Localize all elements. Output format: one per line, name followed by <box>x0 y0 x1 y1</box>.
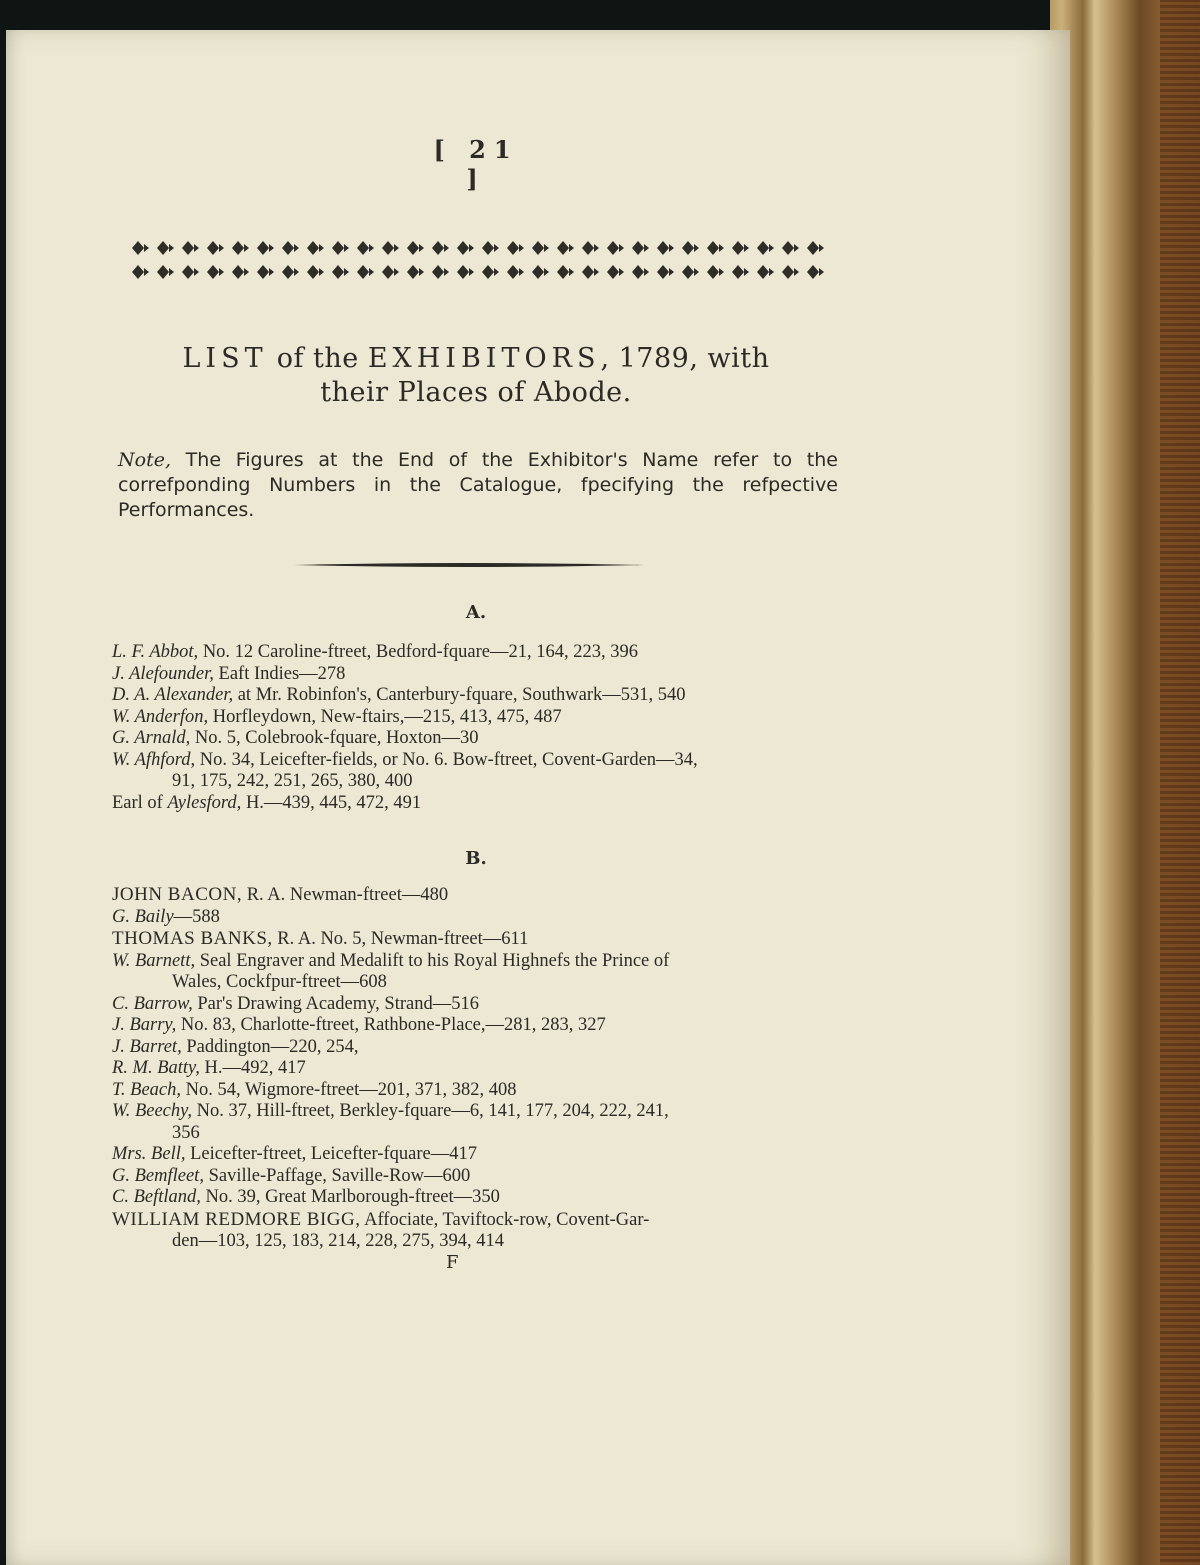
list-item <box>112 1080 852 1102</box>
ornament-fleuron <box>807 241 824 255</box>
title-word-list: LIST <box>182 343 268 374</box>
page-title <box>116 342 836 410</box>
entry-name: W. Anderfon, <box>112 706 209 727</box>
section-letter-b: B. <box>465 848 487 869</box>
ornament-fleuron <box>232 241 249 255</box>
entry-details: Paddington—220, 254, <box>181 1036 359 1057</box>
entry-name-caps: THOMAS BANKS, <box>112 928 273 949</box>
entry-name: G. Bemfleet, <box>112 1165 204 1186</box>
entry-name: R. M. Batty, <box>112 1058 200 1078</box>
ornament-fleuron <box>232 265 249 279</box>
entry-name: D. A. Alexander, <box>112 685 234 705</box>
entry-name: T. Beach, <box>112 1079 182 1100</box>
book-page-edges <box>1050 0 1200 1565</box>
list-item <box>112 1166 852 1188</box>
entry-continuation: 91, 175, 242, 251, 265, 380, 400 <box>172 771 413 791</box>
entry-details: Affociate, Taviftock-row, Covent-Gar- <box>360 1209 650 1230</box>
ornament-fleuron <box>457 265 474 279</box>
note-text: The Figures at the End of the Exhibitor's Name refer to the correfponding Numbers in the Catalogue, fpecifying the refpective Performances. <box>118 449 838 521</box>
entry-details: No. 12 Caroline-ftreet, Bedford-fquare—21, 164, 223, 396 <box>198 642 638 662</box>
list-item <box>112 907 852 929</box>
entry-name: C. Beftland, <box>112 1187 201 1207</box>
ornament-fleuron <box>282 241 299 255</box>
list-item <box>112 1058 852 1080</box>
list-item <box>112 994 852 1016</box>
section-letter-a: A. <box>465 602 487 623</box>
entry-name: W. Barnett, <box>112 950 196 971</box>
entry-details: at Mr. Robinfon's, Canterbury-fquare, Southwark—531, 540 <box>233 685 686 705</box>
ornament-fleuron <box>207 265 224 279</box>
entry-details: H.—492, 417 <box>199 1058 306 1078</box>
ornament-fleuron <box>432 241 449 255</box>
ornament-fleuron <box>307 265 324 279</box>
entry-details: No. 5, Colebrook-fquare, Hoxton—30 <box>190 728 479 748</box>
ornament-fleuron <box>207 241 224 255</box>
book-page <box>6 30 1070 1565</box>
list-item <box>112 707 852 729</box>
list-item <box>112 1015 852 1037</box>
title-word-exhibitors: EXHIBITORS <box>367 343 601 374</box>
ornament-fleuron <box>332 265 349 279</box>
title-connector: of the <box>267 343 368 374</box>
ornament-fleuron <box>357 265 374 279</box>
ornament-fleuron <box>357 241 374 255</box>
entry-name: J. Barry, <box>112 1015 177 1035</box>
ornament-fleuron <box>707 241 724 255</box>
ornament-fleuron <box>432 265 449 279</box>
ornament-fleuron <box>132 265 149 279</box>
decorative-rule <box>294 562 644 568</box>
list-item <box>112 1101 852 1144</box>
entry-name: J. Alefounder, <box>112 663 214 684</box>
ornament-fleuron <box>507 241 524 255</box>
ornament-fleuron <box>532 265 549 279</box>
entry-details: R. A. Newman-ftreet—480 <box>242 885 449 905</box>
ornament-fleuron <box>757 241 774 255</box>
entry-name: C. Barrow, <box>112 993 193 1014</box>
ornament-fleuron <box>182 265 199 279</box>
ornament-fleuron <box>607 265 624 279</box>
entry-details: No. 54, Wigmore-ftreet—201, 371, 382, 408 <box>181 1079 517 1100</box>
entry-details: Leicefter-ftreet, Leicefter-fquare—417 <box>185 1144 477 1164</box>
ornament-fleuron <box>782 241 799 255</box>
list-item <box>112 951 852 994</box>
entry-name: J. Barret, <box>112 1036 182 1057</box>
ornament-fleuron <box>157 265 174 279</box>
ornament-fleuron <box>382 265 399 279</box>
list-item <box>112 728 852 750</box>
ornament-fleuron <box>482 241 499 255</box>
ornament-fleuron <box>182 241 199 255</box>
list-item <box>112 664 852 686</box>
list-item <box>112 1187 852 1209</box>
entry-details: Saville-Paffage, Saville-Row—600 <box>203 1165 471 1186</box>
list-item <box>112 1037 852 1059</box>
ornament-fleuron <box>532 241 549 255</box>
ornament-fleuron <box>607 241 624 255</box>
list-item <box>112 750 852 793</box>
list-item <box>112 884 852 907</box>
ornament-fleuron <box>157 241 174 255</box>
ornament-fleuron <box>332 241 349 255</box>
entry-name: L. F. Abbot, <box>112 642 199 662</box>
entry-continuation: den—103, 125, 183, 214, 228, 275, 394, 414 <box>172 1231 504 1251</box>
list-item <box>112 928 852 951</box>
ornament-fleuron <box>257 241 274 255</box>
ornament-fleuron <box>282 265 299 279</box>
entry-details: Par's Drawing Academy, Strand—516 <box>192 993 479 1014</box>
entry-details: Eaft Indies—278 <box>213 663 346 684</box>
ornament-fleuron <box>507 265 524 279</box>
ornament-fleuron <box>482 265 499 279</box>
entry-continuation: Wales, Cockfpur-ftreet—608 <box>172 972 387 992</box>
entry-name: W. Beechy, <box>112 1101 192 1121</box>
entry-details: Horfleydown, New-ftairs,—215, 413, 475, 487 <box>208 706 562 727</box>
entry-name: Mrs. Bell, <box>112 1144 186 1164</box>
entry-name: Aylesford, <box>167 792 242 813</box>
list-item <box>112 685 852 707</box>
entry-name: G. Baily <box>112 906 174 927</box>
ornament-fleuron <box>257 265 274 279</box>
ornament-fleuron <box>582 241 599 255</box>
ornament-fleuron <box>557 265 574 279</box>
title-year: , 1789, with <box>600 343 770 374</box>
ornament-fleuron <box>557 241 574 255</box>
ornament-fleuron <box>682 265 699 279</box>
page-number: [ 21 ] <box>433 135 519 193</box>
entry-name: W. Afhford, <box>112 749 196 770</box>
ornament-fleuron <box>732 265 749 279</box>
list-item <box>112 1209 852 1253</box>
entry-details: Seal Engraver and Medalift to his Royal Highnefs the Prince of <box>195 950 670 971</box>
entry-details: R. A. No. 5, Newman-ftreet—611 <box>272 929 529 949</box>
entry-name-caps: WILLIAM REDMORE BIGG, <box>112 1208 361 1230</box>
entries-a <box>112 642 852 814</box>
entry-details: H.—439, 445, 472, 491 <box>241 792 422 813</box>
entries-b <box>112 884 852 1253</box>
entry-prefix: Earl of <box>112 792 168 813</box>
ornament-fleuron <box>407 265 424 279</box>
ornament-fleuron <box>457 241 474 255</box>
ornament-fleuron <box>132 241 149 255</box>
ornament-fleuron <box>657 241 674 255</box>
printers-ornament-band <box>124 230 824 290</box>
ornament-fleuron <box>407 241 424 255</box>
ornament-fleuron <box>582 265 599 279</box>
ornament-fleuron <box>632 241 649 255</box>
note-paragraph <box>118 448 838 523</box>
entry-details: No. 37, Hill-ftreet, Berkley-fquare—6, 141, 177, 204, 222, 241, <box>191 1101 669 1121</box>
list-item <box>112 642 852 664</box>
ornament-fleuron <box>757 265 774 279</box>
entry-details: No. 39, Great Marlborough-ftreet—350 <box>200 1187 500 1207</box>
list-item <box>112 1144 852 1166</box>
entry-name-caps: JOHN BACON, <box>112 884 243 905</box>
ornament-fleuron <box>682 241 699 255</box>
ornament-fleuron <box>307 241 324 255</box>
entry-details: No. 34, Leicefter-fields, or No. 6. Bow-ftreet, Covent-Garden—34, <box>195 749 698 770</box>
entry-details: No. 83, Charlotte-ftreet, Rathbone-Place,—281, 283, 327 <box>176 1015 606 1035</box>
ornament-fleuron <box>782 265 799 279</box>
list-item <box>112 793 852 815</box>
ornament-fleuron <box>657 265 674 279</box>
ornament-fleuron <box>732 241 749 255</box>
title-line-2: their Places of Abode. <box>320 377 632 408</box>
signature-mark: F <box>446 1252 459 1273</box>
entry-name: G. Arnald, <box>112 728 191 748</box>
ornament-fleuron <box>632 265 649 279</box>
ornament-fleuron <box>382 241 399 255</box>
note-lead: Note, <box>118 449 171 471</box>
entry-continuation: 356 <box>172 1122 200 1143</box>
entry-details: —588 <box>173 906 220 927</box>
ornament-fleuron <box>707 265 724 279</box>
ornament-fleuron <box>807 265 824 279</box>
